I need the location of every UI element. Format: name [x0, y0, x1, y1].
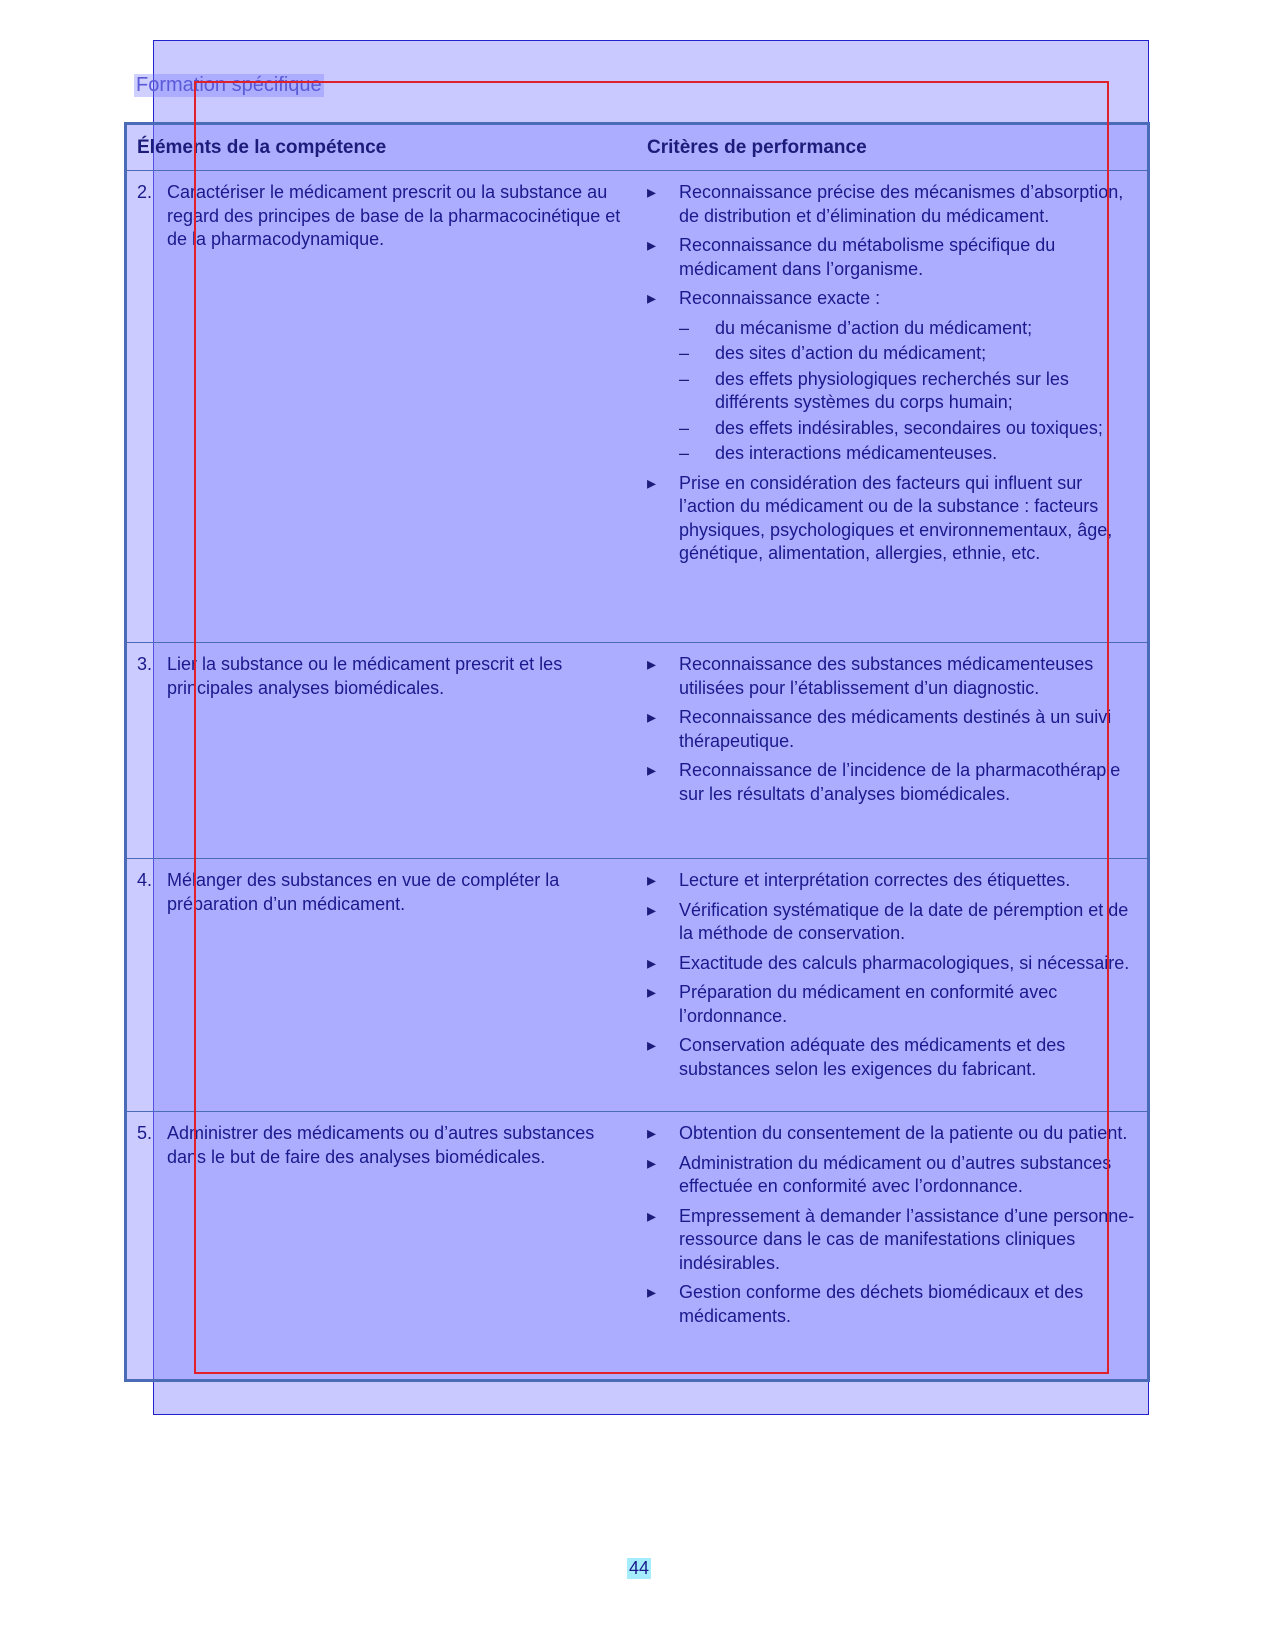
element-number: 4.: [137, 870, 153, 890]
criterion-item: ▸ Obtention du consentement de la patiente ou du patient.: [647, 1122, 1137, 1146]
criterion-item: ▸ Conservation adéquate des médicaments et des substances selon les exigences du fabricant.: [647, 1034, 1137, 1081]
sub-criterion-item: – des effets physiologiques recherchés sur les différents systèmes du corps humain;: [647, 368, 1137, 415]
column-header-elements: Éléments de la compétence: [137, 137, 387, 158]
criterion-item: ▸ Préparation du médicament en conformité avec l’ordonnance.: [647, 981, 1137, 1028]
criterion-item: ▸ Empressement à demander l’assistance d’une personne-ressource dans le cas de manifestations cliniques indésirables.: [647, 1205, 1137, 1276]
criterion-item: ▸ Reconnaissance des substances médicamenteuses utilisées pour l’établissement d’un diagnostic.: [647, 653, 1137, 700]
criterion-item: ▸ Reconnaissance précise des mécanismes d’absorption, de distribution et d’élimination du médicament.: [647, 181, 1137, 228]
page-number: 44: [629, 1558, 650, 1578]
table-row: [127, 171, 1147, 643]
criteria-list: [647, 181, 1137, 572]
table-row: [127, 859, 1147, 1112]
table-header: [127, 125, 1147, 171]
element-text: Administrer des médicaments ou d’autres substances dans le but de faire des analyses biomédicales.: [167, 1123, 595, 1167]
criterion-item: ▸ Reconnaissance de l’incidence de la pharmacothérapie sur les résultats d’analyses biomédicales.: [647, 759, 1137, 806]
criteria-list: [647, 1122, 1137, 1334]
section-title: Formation spécifique: [136, 74, 322, 96]
column-header-criteria: Critères de performance: [647, 137, 867, 158]
sub-criterion-item: – du mécanisme d’action du médicament;: [647, 317, 1137, 341]
criterion-item: ▸ Exactitude des calculs pharmacologiques, si nécessaire.: [647, 952, 1137, 976]
sub-criterion-item: – des interactions médicamenteuses.: [647, 442, 1137, 466]
table-row: [127, 1112, 1147, 1379]
element-number: 5.: [137, 1123, 153, 1143]
sub-criterion-item: – des effets indésirables, secondaires ou toxiques;: [647, 417, 1137, 441]
criterion-item: ▸ Lecture et interprétation correctes des étiquettes.: [647, 869, 1137, 893]
criteria-list: [647, 653, 1137, 812]
criterion-item: ▸ Gestion conforme des déchets biomédicaux et des médicaments.: [647, 1281, 1137, 1328]
criterion-item: ▸ Reconnaissance exacte :: [647, 287, 1137, 311]
element-number: 2.: [137, 182, 153, 202]
criteria-list: [647, 869, 1137, 1087]
element-text: Caractériser le médicament prescrit ou la substance au regard des principes de base de la pharmacocinétique et de la pharmacodynamique.: [167, 182, 621, 249]
table-row: [127, 643, 1147, 859]
criterion-item: ▸ Reconnaissance du métabolisme spécifique du médicament dans l’organisme.: [647, 234, 1137, 281]
element-text: Lier la substance ou le médicament prescrit et les principales analyses biomédicales.: [167, 654, 563, 698]
criterion-item: ▸ Prise en considération des facteurs qui influent sur l’action du médicament ou de la substance : facteurs physiques, psychologiques et environnementaux, âge, génétique, alimentation, allergies, ethnie, etc.: [647, 472, 1137, 566]
sub-criterion-item: – des sites d’action du médicament;: [647, 342, 1137, 366]
element-number: 3.: [137, 654, 153, 674]
element-text: Mélanger des substances en vue de compléter la préparation d’un médicament.: [167, 870, 560, 914]
criterion-item: ▸ Vérification systématique de la date de péremption et de la méthode de conservation.: [647, 899, 1137, 946]
competence-table: [124, 122, 1150, 1382]
criterion-item: ▸ Reconnaissance des médicaments destinés à un suivi thérapeutique.: [647, 706, 1137, 753]
criterion-item: ▸ Administration du médicament ou d’autres substances effectuée en conformité avec l’ordonnance.: [647, 1152, 1137, 1199]
